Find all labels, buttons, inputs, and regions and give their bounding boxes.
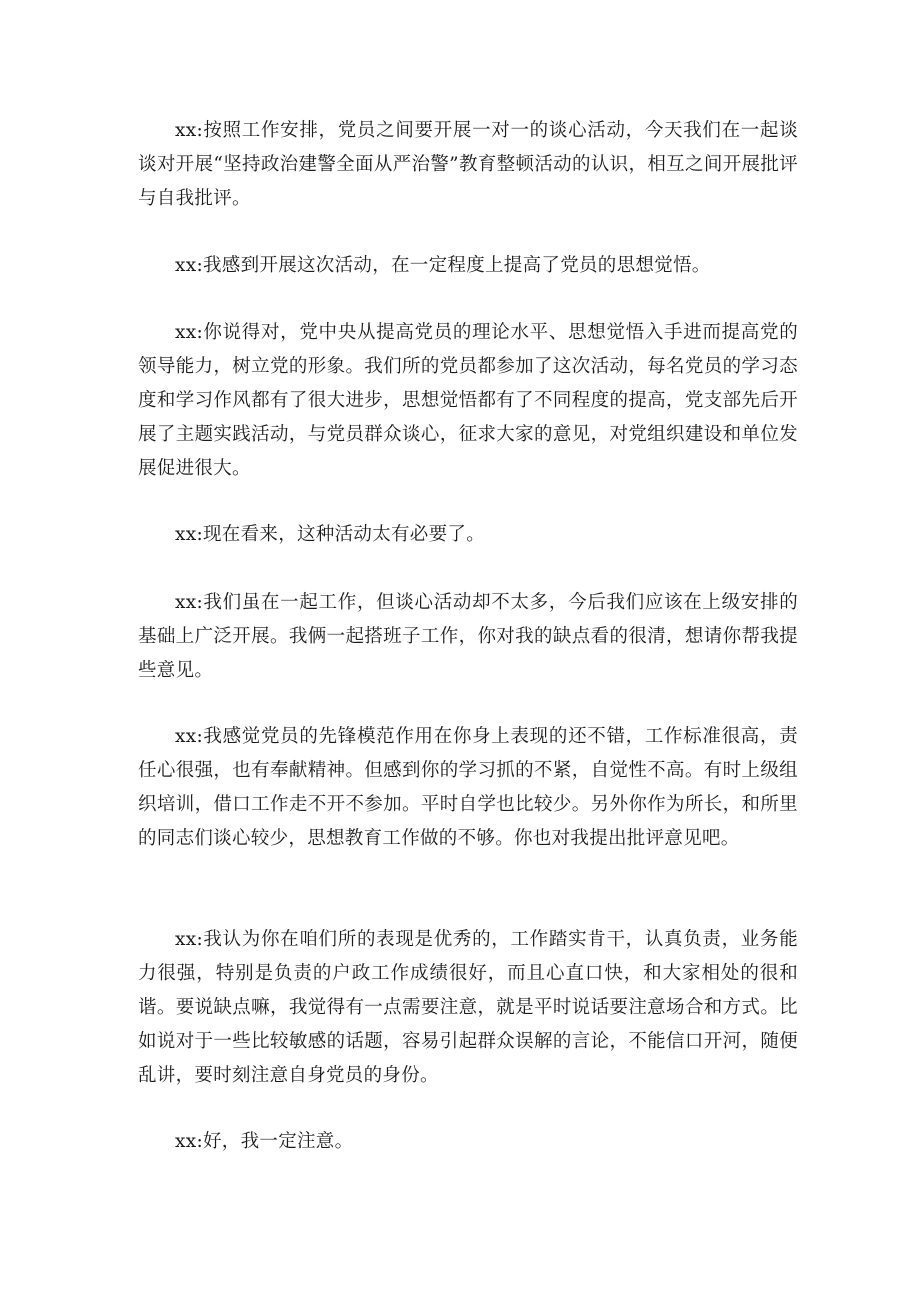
paragraph-2: xx:我感到开展这次活动，在一定程度上提高了党员的思想觉悟。 <box>175 255 711 276</box>
paragraph-7: xx:我认为你在咱们所的表现是优秀的，工作踏实肯干，认真负责，业务能力很强，特别是负责的户政工作成绩很好，而且心直口快，和大家相处的很和谐。要说缺点嘛，我觉得有一点需要注意，就是平时说话要注意场合和方式。比如说对于一些比较敏感的话题，容易引起群众误解的言论，不能信口开河，随便乱讲，要时刻注意自身党员的身份。 <box>138 929 798 1086</box>
paragraph-8: xx:好，我一定注意。 <box>175 1131 354 1152</box>
paragraph-4: xx:现在看来，这种活动太有必要了。 <box>175 524 486 545</box>
paragraph-3: xx:你说得对，党中央从提高党员的理论水平、思想觉悟入手进而提高党的领导能力，树立党的形象。我们所的党员都参加了这次活动，每名党员的学习态度和学习作风都有了很大进步，思想觉悟都有了不同程度的提高，党支部先后开展了主题实践活动，与党员群众谈心，征求大家的意见，对党组织建设和单位发展促进很大。 <box>138 322 798 479</box>
paragraph-6: xx:我感觉党员的先锋模范作用在你身上表现的还不错，工作标准很高，责任心很强，也有奉献精神。但感到你的学习抓的不紧，自觉性不高。有时上级组织培训，借口工作走不开不参加。平时自学也比较少。另外你作为所长，和所里的同志们谈心较少，思想教育工作做的不够。你也对我提出批评意见吧。 <box>138 726 798 849</box>
paragraph-5: xx:我们虽在一起工作，但谈心活动却不太多，今后我们应该在上级安排的基础上广泛开展。我俩一起搭班子工作，你对我的缺点看的很清，想请你帮我提些意见。 <box>138 592 798 681</box>
paragraph-1: xx:按照工作安排，党员之间要开展一对一的谈心活动，今天我们在一起谈谈对开展“坚持政治建警全面从严治警”教育整顿活动的认识，相互之间开展批评与自我批评。 <box>138 120 798 209</box>
